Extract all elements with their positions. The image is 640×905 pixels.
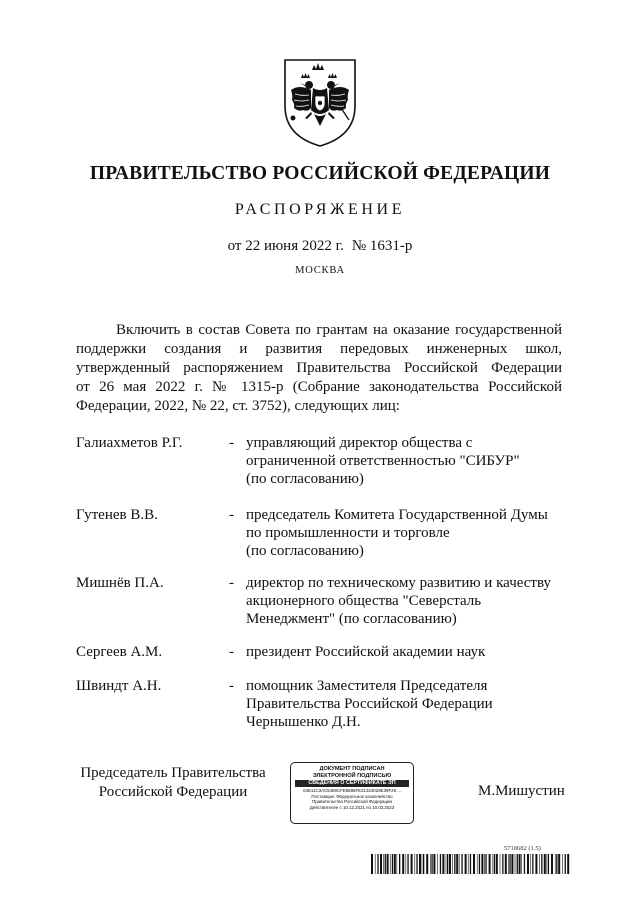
body-line: от 26 мая 2022 г. № 1315-р (Собрание законодательства Российской [76,379,562,395]
member-role [246,574,576,628]
government-title: ПРАВИТЕЛЬСТВО РОССИЙСКОЙ ФЕДЕРАЦИИ [89,163,551,184]
signatory-position-line: Председатель Правительства [80,765,266,781]
role-line: ограниченной ответственностью "СИБУР" [246,453,520,469]
role-line: управляющий директор общества с [246,435,473,451]
document-dateline [0,238,640,255]
signatory-name: М.Мишустин [478,783,565,799]
role-line: Менеджмент" (по согласованию) [246,611,457,627]
role-line: президент Российской академии наук [246,644,486,660]
stamp-issuer: Поставщик: Федеральное казначейство [311,793,393,799]
document-code: 5718682 (1.5) [504,845,541,852]
stamp-title-line: ЭЛЕКТРОННОЙ ПОДПИСЬЮ [312,772,392,779]
decree-body [76,321,562,416]
document-date: от 22 июня 2022 г. [227,238,344,254]
role-line: председатель Комитета Государственной Думы [246,507,548,523]
stamp-certificate-bar: СВЕДЕНИЯ О СЕРТИФИКАТЕ ЭП [295,780,409,787]
member-role [246,643,576,661]
member-dash: - [229,644,234,660]
member-dash: - [229,435,234,451]
body-line: утвержденный распоряжением Правительства Российской Федерации [76,360,562,376]
role-line: директор по техническому развитию и качеству [246,575,552,591]
stamp-title-line: ДОКУМЕНТ ПОДПИСАН [319,766,385,772]
role-line: помощник Заместителя Председателя [246,678,488,694]
barcode-icon [371,854,570,874]
role-line: (по согласованию) [246,471,364,487]
member-name: Мишнёв П.А. [76,575,164,591]
role-line: (по согласованию) [246,543,364,559]
member-name: Гутенев В.В. [76,507,158,523]
member-dash: - [229,678,234,694]
stamp-serial: 04E11C3AC5468CFE8686FE21323028E39F29 ... [303,788,401,793]
member-name: Сергеев А.М. [76,644,163,660]
signatory-position-line: Российской Федерации [98,784,248,800]
member-role [246,506,576,560]
member-role [246,434,576,488]
stamp-validity: Действителен с 10.12.2021 по 10.03.2023 [309,804,395,810]
signatory-position [80,764,266,802]
document-type: РАСПОРЯЖЕНИЕ [234,201,406,218]
stamp-owner: Правительство Российской Федерации [312,799,392,805]
role-line: акционерного общества "Северсталь [246,593,482,609]
member-name: Швиндт А.Н. [76,678,162,694]
document-number: № 1631-р [351,238,413,254]
member-name: Галиахметов Р.Г. [76,435,183,451]
document-city: МОСКВА [295,265,345,276]
member-dash: - [229,507,234,523]
role-line: по промышленности и торговле [246,525,450,541]
body-line: Федерации, 2022, № 22, ст. 3752), следующих лиц: [76,398,400,414]
role-line: Правительства Российской Федерации [246,696,493,712]
russian-coat-of-arms-icon [281,58,359,148]
member-dash: - [229,575,234,591]
body-line: Включить в состав Совета по грантам на оказание государственной [116,322,562,338]
stamp-title [291,766,413,779]
role-line: Чернышенко Д.Н. [246,714,361,730]
member-role [246,677,576,731]
electronic-signature-stamp [290,762,414,824]
body-line: поддержки создания и развития передовых инженерных школ, [76,341,562,357]
